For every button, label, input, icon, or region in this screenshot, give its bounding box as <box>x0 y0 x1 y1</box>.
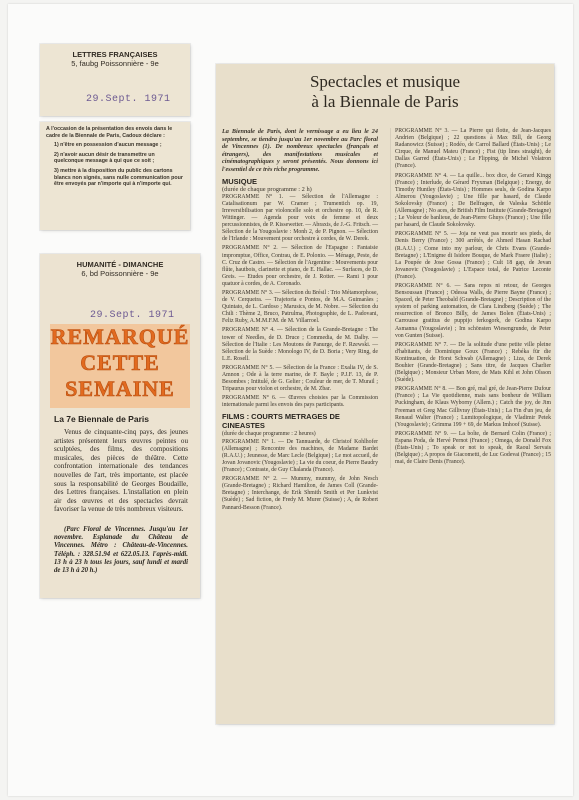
films-programme-3: PROGRAMME N° 3. — La Pierre qui flotte, de Jean-Jacques Andrien (Belgique) ; 22 questions à Max Bill, de Georg Radanowicz (Suisse) ; Rodéo, de Carrol Ballard (États-Unis) ; Le Cirque, de Manuel Mateu (France) ; Fist (tip lines straight), de Dallas Garred (États-Unis) ; Le Flipping, de Michel Volatron (France). <box>395 128 551 170</box>
article-title <box>216 72 554 112</box>
title-line-2: à la Biennale de Paris <box>311 92 459 111</box>
statement-intro: A l'occasion de la présentation des envois dans le cadre de la Biennale de Paris, Cadoux déclare : <box>46 126 173 139</box>
musique-programme-3: PROGRAMME N° 3. — Sélection du Brésil : Trio Métamorphose, de V. Cerqueira. — Trajetoria e Pontos, de M.A. Guimarães ; Quintato, de L. Cardoso ; Marusics, de M. Nobre. — Sélection du Chili : Thème 2, Bruco, Patrulma, Photographie, de L. Padovani, Feliz Ruby, A.M.M.F.M. de M. Villarroel. <box>222 289 378 325</box>
masthead: LETTRES FRANÇAISES <box>72 50 158 59</box>
date-stamp: 29.Sept. 1971 <box>86 94 171 105</box>
films-programme-9: PROGRAMME N° 9. — La boîte, de Bernard Colin (France) ; Espana Poda, de Hervé Pernot (France) ; Omega, de Donald Fox (États-Unis) ; To speak or not to speak, de Raoul Servais (Belgique) ; A propos de Giacometti, de Luc Godevai (France) ; 15 mai, de Claire Denis (France). <box>395 430 551 466</box>
musique-programme-2: PROGRAMME N° 2. — Sélection de l'Espagne : Fantaisie impromptue, Office, Contrau, de E. Polonio. — Ménage, Peste, de C. Cruz de Castro. — Sélection de l'Argentine : Mouvements pour flûte, hautbois, clarinette et piano, de E. Hallac. — Surfaces, de D. Greis. — Etudes pour orchestre, de J. Rotter. — Rami 1 pour quatuor à cordes, de A. Coronado. <box>222 245 378 287</box>
films-programme-2: PROGRAMME N° 2. — Mummy, mummy, de John Nesch (Grande-Bretagne) ; Richard Hamilton, de James Coll (Grande-Bretagne) ; Interchange, de Erik Shmith Smith et Per Lunkvist (Suède) ; Sad fiction, de Fredy M. Murer (Suisse) ; A, de Robert Pannard-Besson (France). <box>222 476 378 511</box>
date-stamp: 29.Sept. 1971 <box>90 310 175 321</box>
clipping-humanite-dimanche <box>40 254 200 598</box>
masthead: HUMANITÉ - DIMANCHE <box>76 260 164 269</box>
clipping-cadoux-statement <box>40 122 190 230</box>
clipping-lettres-francaises <box>40 44 190 116</box>
statement-item-1: 1) n'être en possession d'aucun message ; <box>54 142 162 149</box>
statement-item-2: 2) n'avoir aucun désir de transmettre un quelconque message à qui que ce soit ; <box>54 151 155 165</box>
practical-info: (Parc Floral de Vincennes. Jusqu'au 1er novembre. Esplanade du Château de Vincennes. Métro : Château-de-Vincennes. Téléph. : 328.51.94 et 622.05.13. l'après-midi. 13 h à 23 h tous les jours, sauf lundi et mardi de 13 h à 20 h.) <box>54 526 188 575</box>
films-programme-6: PROGRAMME N° 6. — Sans repos ni retour, de Georges Bensoussan (France) ; Odessa Walls, de Pierre Bayne (France) ; Spaced, de Peter Theobald (Grande-Bretagne) ; Description of the system of parking automation, de Clara Lindberg (Suède) ; The resurrection of Bronco Billy, de James Bolen (États-Unis) ; Carrousse gratitus de puppijo ferkogork, de Godina Karpo Asmanna (Yougoslavie) ; Im schönsten Wiesengrunde, de Peter von Gunten (Suisse). <box>395 282 551 339</box>
musique-programme-6: PROGRAMME N° 6. — Œuvres choisies par la Commission internationale parmi les envois des pays participants. <box>222 395 378 409</box>
films-programme-4: PROGRAMME N° 4. — La quille... box dice, de Gerard Kingg (France) ; Interlude, de Gérard Fryxman (Belgique) ; Energy, de Timothy Huntley (États-Unis) ; Hommes seuls, de Godina Karpo Almerou (Yougoslavie) ; Une fille par hasard, de Claude Sokolovsky (France) ; De Belfragen, de Valeska Schöttle (Allemagne) ; No aces, de British Film Institute (Grande-Bretagne) ; Le Voleur de banlieue, de Jean-Pierre Ghuys (France) ; Une fille par hasard, de Claude Sokolovsky. <box>395 172 551 229</box>
statement-item-3: 3) mettre à la disposition du public des cartons blancs non signés, sans nulle communication pour être envoyés par n'importe qui à n'importe qui. <box>54 167 183 188</box>
banner-line-3: SEMAINE <box>65 376 175 401</box>
clipping-spectacles-musique <box>216 64 554 724</box>
films-programme-1: PROGRAMME N° 1. — De Tannuarde, de Christof Kohlhofer (Allemagne) ; Rencontre des machines, de Madame Bardet (R.A.U.) ; Jeunesse, de Marc Lecle (Belgique) ; Le mot accueil, de Jovan Jovanovic (Yougoslavie) ; La vie du coeur, de Pierre Baudry (France) ; Contraste, de Guy Chalanda (France). <box>222 438 378 474</box>
article-lead: La Biennale de Paris, dont le vernissage a eu lieu le 24 septembre, se tiendra jusqu'au 1er novembre au Parc floral de Vincennes (1). De nombreux spectacles (français et étrangers), des manifestations musicales et cinématographiques y seront présentés. Nous donnons ici l'essentiel de ce très riche programme. <box>222 128 378 173</box>
films-heading: FILMS : COURTS METRAGES DE CINEASTES <box>222 412 340 431</box>
musique-duration: (durée de chaque programme : 2 h) <box>222 185 312 193</box>
musique-programme-5: PROGRAMME N° 5. — Sélection de la France : Exalia IV, de S. Amnon ; Ode à la terre marine, de F. Bayle ; P.J.F. 13, de P. Besombes ; Intitulé, de G. Gelier ; Couleur de mer, de T. Murail ; Tripaurus pour violon et orchestre, de M. Zbar. <box>222 364 378 393</box>
musique-programme-1: PROGRAMME N° 1. — Sélection de l'Allemagne : Catalisationum par W. Cramer ; Trumentich op. 19, Irreversibilisation par violoncelle solo et orchestre op. 10, de R. Wittinger. — Agenda pour voix de femme et deux percussionnistes, de P. Kissewetter. — Abraxis, de J.-G. Fritsch. — Sélection de la Yougoslavie : Monh 2, de P. Pignon. — Sélection de l'Irlande : Mouvement pour orchestre à cordes, de W. Derek. <box>222 193 378 243</box>
left-column <box>222 128 378 514</box>
musique-programme-4: PROGRAMME N° 4. — Sélection de la Grande-Bretagne : The tower of Needles, de D. Druce ; Commedia, de M. Dalby. — Sélection de l'Italie : Les Moutons de Panurge, de F. Rzewski. — Sélection de la Suède : Monologo IV, de D. Boria ; Very Ring, de L.E. Rosell. <box>222 327 378 362</box>
remarque-banner <box>50 324 190 408</box>
banner-line-2: CETTE <box>80 350 160 375</box>
right-column <box>390 128 551 468</box>
article-subtitle: La 7e Biennale de Paris <box>54 414 149 424</box>
article-body: Venus de cinquante-cinq pays, des jeunes artistes présentent leurs œuvres peintes ou sculptées, des films, des compositions musicales, des pièces de théâtre. Cette confrontation internationale des tendances nouvelles de l'art, très importante, est placée sous la responsabilité de Georges Boudaille, des Lettres françaises. L'installation en plein air des œuvres et des spectacles devrait favoriser la venue de très nombreux visiteurs. <box>54 428 188 514</box>
title-line-1: Spectacles et musique <box>309 72 461 91</box>
films-programme-5: PROGRAMME N° 5. — Joja ne veut pas mourir ses pieds, de Denis Berry (France) ; 300 arrêtés, de Ahmed Hasan Rachad (R.A.U.) ; Come into my parlour, de Chris Evans (Grande-Bretagne) ; L'Enigme di Isidore Bouque, de Mark Fraere (Italie) ; La Poupée de Jose Gossa (France) ; Cult 18 gap, de Jevan Jovanovic (Yougoslavie) ; L'Espace total, de Patrice Leconte (France). <box>395 231 551 280</box>
address: 6, bd Poissonnière - 9e <box>81 269 159 278</box>
archive-sheet <box>8 4 573 796</box>
films-duration: (durée de chaque programme : 2 heures) <box>222 431 316 438</box>
films-programme-8: PROGRAMME N° 8. — Bon gré, mal gré, de Jean-Pierre Dufour (France) ; La Vie quotidienne, mais sans bonheur de William Puckingham, de Klaus Wyborny (Allem.) ; Catch the joy, de Jim Freeman et Greg Mac Gillivray (États-Unis) ; La Fin d'un jeu, de Renaud Walter (France) ; Lumitopologique, de Vladimir Petek (Yougoslavie) ; Grimma 199 + 69, de Markus Imhoof (Suisse). <box>395 386 551 428</box>
banner-line-1: REMARQUÉ <box>50 324 190 349</box>
address: 5, faubg Poissonnière - 9e <box>71 59 159 68</box>
films-programme-7: PROGRAMME N° 7. — De la solitude d'une petite ville pleine d'habitants, de Dominique Goux (France) ; Rebéka für die Kontinuation, de Horst Schwab (Allemagne) ; Liza, de Derek Bouhier (Grande-Bretagne) ; Sans titre, de Jacques Charlier (Belgique) ; Monsieur Urban More, de Mats Kihl et John Olsson (Suède). <box>395 341 551 384</box>
musique-heading: MUSIQUE <box>222 176 258 186</box>
